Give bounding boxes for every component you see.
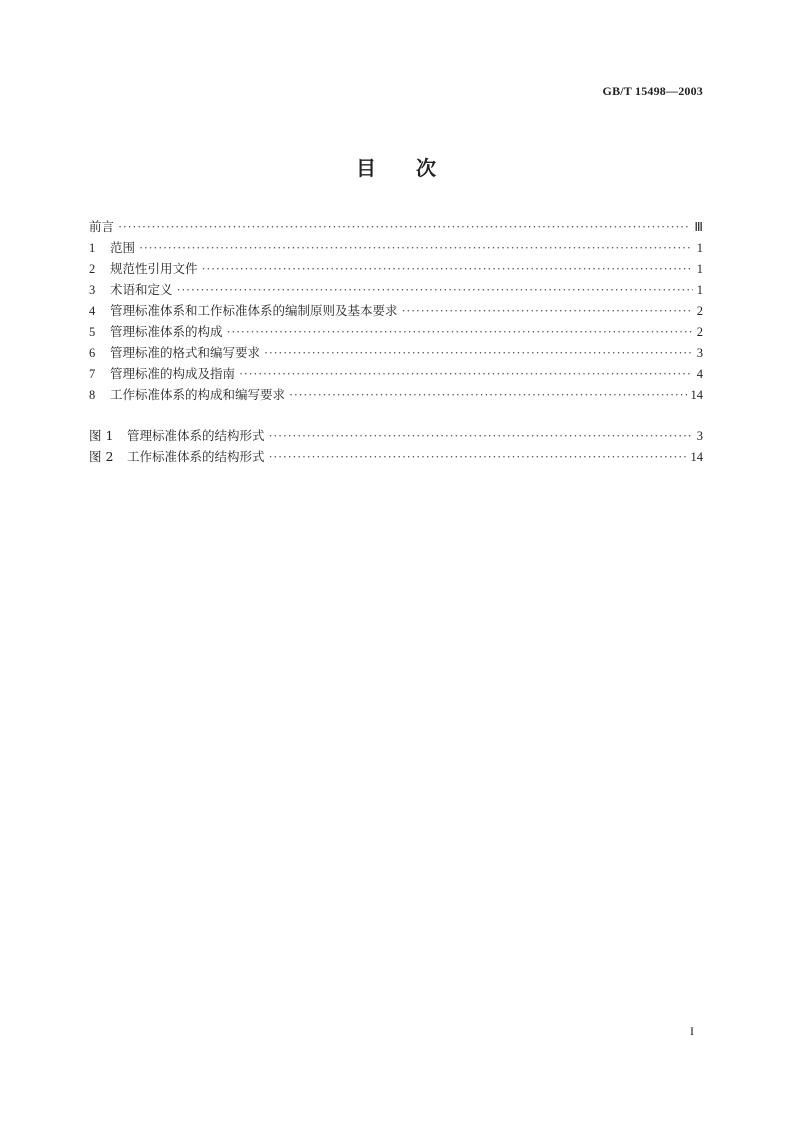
toc-leader	[202, 262, 693, 277]
figure-page: 14	[690, 450, 703, 464]
toc-leader	[402, 304, 693, 319]
toc-page: 14	[690, 388, 703, 402]
toc-number: 8	[89, 388, 96, 402]
toc-leader	[264, 346, 693, 361]
toc-number: 6	[89, 346, 96, 360]
toc-leader	[269, 450, 687, 465]
toc-label: 规范性引用文件	[110, 261, 198, 276]
page-title	[0, 152, 794, 181]
toc-label: 前言	[89, 219, 115, 234]
toc-entry-5[interactable]	[89, 322, 703, 343]
toc-page: 1	[696, 283, 703, 297]
toc-entry-1[interactable]	[89, 238, 703, 259]
toc-label: 范围	[110, 240, 136, 255]
figure-page: 3	[696, 429, 703, 443]
toc-entry-6[interactable]	[89, 343, 703, 364]
toc-leader	[227, 325, 693, 340]
toc-page: 3	[696, 346, 703, 360]
toc-label: 管理标准体系的构成	[110, 324, 223, 339]
list-of-figures	[89, 426, 703, 468]
figure-label: 工作标准体系的结构形式	[127, 449, 265, 464]
figure-number: 图 2	[89, 449, 114, 464]
toc-number: 2	[89, 262, 96, 276]
toc-label: 管理标准的格式和编写要求	[110, 345, 261, 360]
toc-leader	[139, 241, 693, 256]
toc-page: 2	[696, 325, 703, 339]
figure-entry-2[interactable]	[89, 447, 703, 468]
toc-page: 1	[696, 262, 703, 276]
figure-label: 管理标准体系的结构形式	[127, 428, 265, 443]
toc-page: 4	[696, 367, 703, 381]
toc-number: 5	[89, 325, 96, 339]
table-of-contents	[89, 217, 703, 406]
toc-leader	[289, 388, 686, 403]
toc-number: 1	[89, 241, 96, 255]
toc-number: 3	[89, 283, 96, 297]
toc-label: 工作标准体系的构成和编写要求	[110, 387, 286, 402]
title-part-1: 目	[356, 156, 378, 180]
toc-leader	[239, 367, 693, 382]
title-part-2: 次	[416, 156, 438, 180]
figure-number: 图 1	[89, 428, 114, 443]
toc-label: 管理标准的构成及指南	[110, 366, 236, 381]
figure-entry-1[interactable]	[89, 426, 703, 447]
toc-entry-8[interactable]	[89, 385, 703, 406]
toc-label: 管理标准体系和工作标准体系的编制原则及基本要求	[110, 303, 398, 318]
toc-entry-3[interactable]	[89, 280, 703, 301]
toc-entry-4[interactable]	[89, 301, 703, 322]
toc-page: Ⅲ	[694, 220, 703, 234]
standard-code: GB/T 15498—2003	[602, 84, 703, 98]
toc-entry-7[interactable]	[89, 364, 703, 385]
toc-number: 4	[89, 304, 96, 318]
toc-page: 2	[696, 304, 703, 318]
toc-entry-2[interactable]	[89, 259, 703, 280]
toc-entry-foreword[interactable]	[89, 217, 703, 238]
page-number: I	[690, 1024, 694, 1038]
toc-leader	[269, 429, 693, 444]
toc-label: 术语和定义	[110, 282, 173, 297]
toc-page: 1	[696, 241, 703, 255]
toc-leader	[177, 283, 693, 298]
toc-number: 7	[89, 367, 96, 381]
toc-leader	[118, 220, 690, 235]
